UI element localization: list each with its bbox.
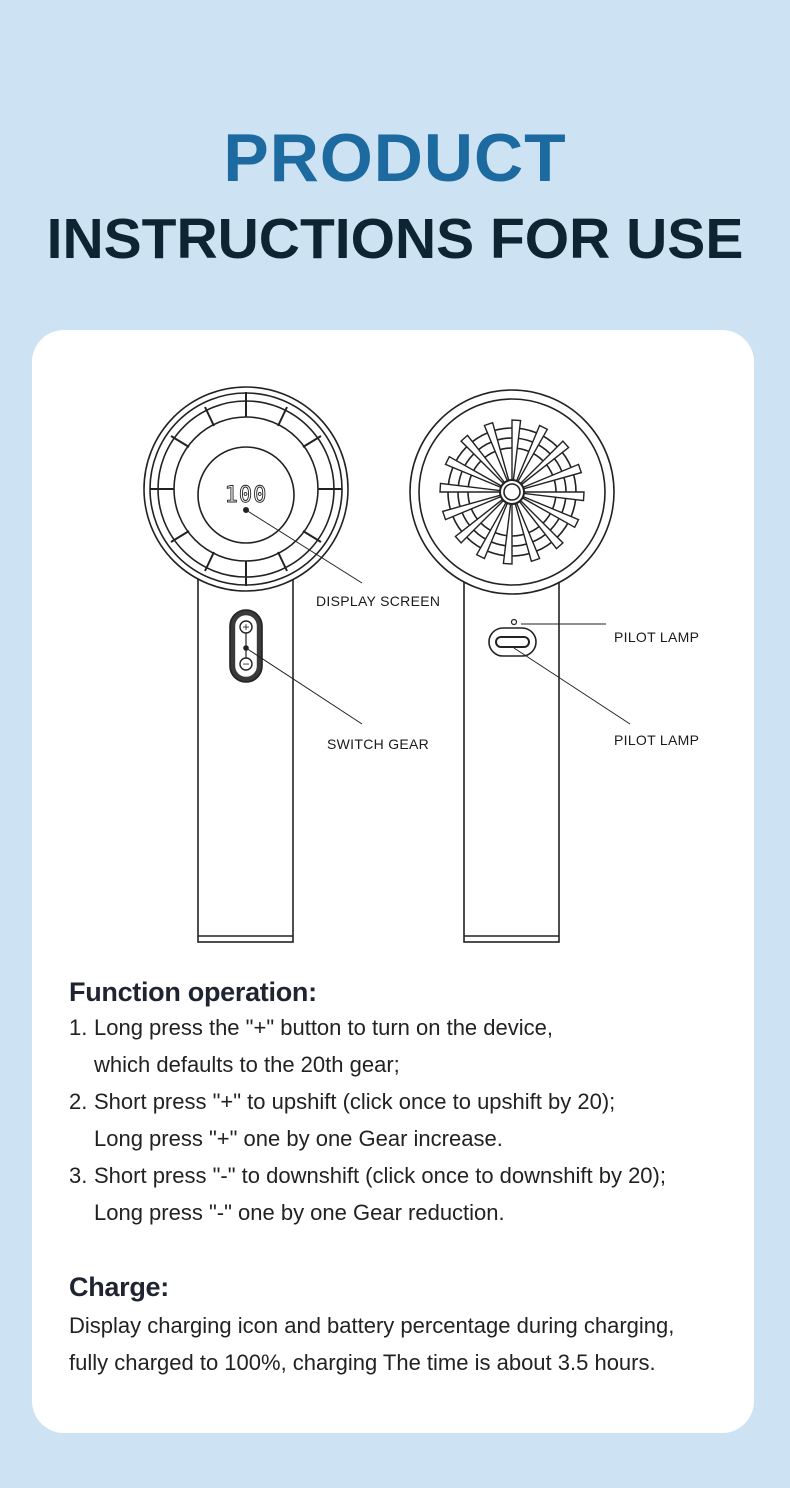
step-line: Short press "+" to upshift (click once to upshift by 20);	[94, 1089, 616, 1114]
step-line: Long press "+" one by one Gear increase.	[94, 1126, 503, 1151]
step-number: 1.	[69, 1015, 88, 1040]
callout-switch-gear: SWITCH GEAR	[327, 736, 430, 752]
plus-symbol: +	[242, 620, 250, 634]
step-line: Long press "-" one by one Gear reduction.	[94, 1200, 505, 1225]
page-title: PRODUCT	[223, 120, 567, 196]
step-line: Long press the "+" button to turn on the device,	[94, 1015, 553, 1040]
charge-heading: Charge:	[69, 1272, 169, 1302]
step-item	[69, 1157, 666, 1231]
charge-line: fully charged to 100%, charging The time is about 3.5 hours.	[69, 1350, 656, 1375]
callout-pilot-lamp-bottom: PILOT LAMP	[614, 732, 700, 748]
minus-symbol: −	[242, 657, 250, 671]
step-item	[69, 1083, 615, 1157]
step-item	[69, 1009, 553, 1083]
callout-display-screen: DISPLAY SCREEN	[316, 593, 441, 609]
charge-description	[69, 1307, 749, 1381]
step-line: Short press "-" to downshift (click once to downshift by 20);	[94, 1163, 666, 1188]
step-line: which defaults to the 20th gear;	[94, 1052, 400, 1077]
back-view-fan	[410, 390, 614, 942]
display-readout: 100	[224, 483, 268, 508]
step-number: 2.	[69, 1089, 88, 1114]
charge-line: Display charging icon and battery percentage during charging,	[69, 1313, 675, 1338]
function-operation-heading: Function operation:	[69, 977, 317, 1007]
step-number: 3.	[69, 1163, 88, 1188]
page-subtitle: INSTRUCTIONS FOR USE	[46, 207, 744, 271]
callout-pilot-lamp-top: PILOT LAMP	[614, 629, 700, 645]
